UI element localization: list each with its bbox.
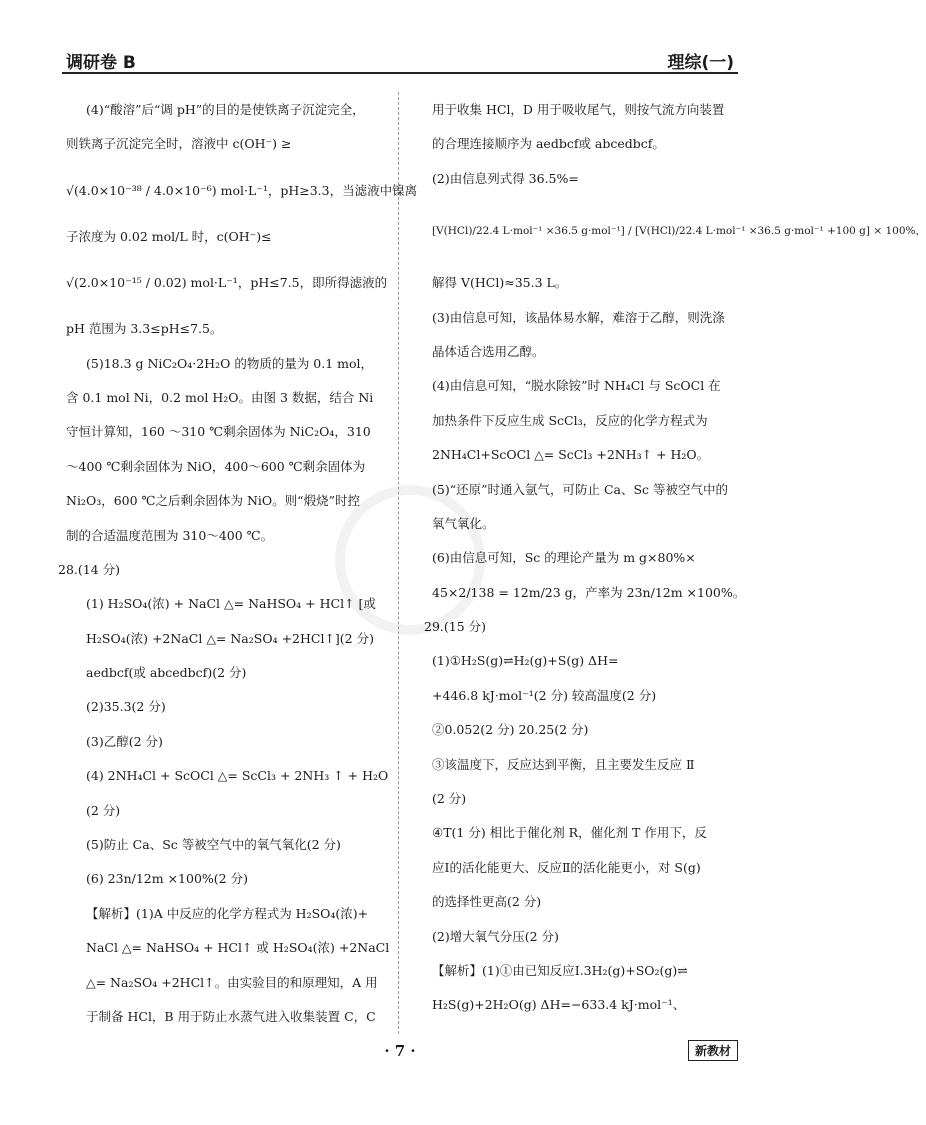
question-number: 28.(14 分) — [58, 561, 121, 577]
text-line: (1) H₂SO₄(浓) + NaCl △= NaHSO₄ + HCl↑ [或 — [86, 596, 376, 612]
left-column — [58, 93, 418, 1034]
text-line: Ni₂O₃，600 ℃之后剩余固体为 NiO。则“煅烧”时控 — [66, 493, 360, 509]
formula-line: [V(HCl)/22.4 L·mol⁻¹ ×36.5 g·mol⁻¹] / [V(HCl)/22.4 L·mol⁻¹ ×36.5 g·mol⁻¹ +100 g] × 100%， — [432, 225, 926, 238]
text-line: √(4.0×10⁻³⁸ / 4.0×10⁻⁶) mol·L⁻¹，pH≥3.3，当滤液中镍离 — [66, 182, 418, 198]
text-line: 制的合适温度范围为 310～400 ℃。 — [66, 527, 274, 543]
text-line: 45×2/138 = 12m/23 g，产率为 23n/12m ×100%。 — [432, 584, 746, 600]
text-line: H₂SO₄(浓) +2NaCl △= Na₂SO₄ +2HCl↑](2 分) — [86, 630, 374, 646]
page-number: · 7 · — [384, 1042, 416, 1060]
text-line: (5)“还原”时通入氩气，可防止 Ca、Sc 等被空气中的 — [432, 481, 729, 497]
text-line: (6)由信息可知，Sc 的理论产量为 m g×80%× — [432, 550, 696, 566]
text-line: H₂S(g)+2H₂O(g) ΔH=−633.4 kJ·mol⁻¹、 — [432, 997, 686, 1013]
text-line: (3)由信息可知，该晶体易水解，难溶于乙醇，则洗涤 — [432, 309, 725, 325]
text-line: ④T(1 分) 相比于催化剂 R，催化剂 T 作用下，反 — [432, 825, 707, 841]
text-line: 2NH₄Cl+ScOCl △= ScCl₃ +2NH₃↑ + H₂O。 — [432, 447, 710, 463]
text-line: (4)由信息可知，“脱水除铵”时 NH₄Cl 与 ScOCl 在 — [432, 378, 721, 394]
text-line: (2 分) — [432, 791, 467, 807]
text-line: 氧气氧化。 — [432, 515, 495, 531]
analysis-line: 【解析】(1)①由已知反应Ⅰ.3H₂(g)+SO₂(g)⇌ — [432, 962, 688, 978]
question-number: 29.(15 分) — [424, 619, 487, 635]
text-line: 守恒计算知，160 ～310 ℃剩余固体为 NiC₂O₄，310 — [66, 424, 371, 440]
text-line: (4) 2NH₄Cl + ScOCl △= ScCl₃ + 2NH₃ ↑ + H₂O — [86, 768, 389, 784]
text-line: aedbcf(或 abcedbcf)(2 分) — [86, 665, 247, 681]
text-line: (5)18.3 g NiC₂O₄·2H₂O 的物质的量为 0.1 mol， — [86, 355, 374, 371]
text-line: 的合理连接顺序为 aedbcf或 abcedbcf。 — [432, 136, 665, 152]
text-line: 解得 V(HCl)≈35.3 L。 — [432, 275, 568, 291]
text-line: pH 范围为 3.3≤pH≤7.5。 — [66, 321, 223, 337]
header-left-title: 调研卷 B — [66, 53, 136, 73]
text-line: ③该温度下，反应达到平衡，且主要发生反应 Ⅱ — [432, 756, 695, 772]
page-header — [62, 42, 738, 74]
text-line: (2)由信息列式得 36.5%= — [432, 170, 579, 186]
text-line: (2)增大氧气分压(2 分) — [432, 928, 559, 944]
edition-badge: 新教材 — [688, 1040, 738, 1061]
text-line: 加热条件下反应生成 ScCl₃，反应的化学方程式为 — [432, 412, 708, 428]
column-divider — [398, 92, 399, 1034]
text-line: (5)防止 Ca、Sc 等被空气中的氧气氧化(2 分) — [86, 837, 341, 853]
header-right-title: 理综(一) — [667, 53, 734, 73]
text-line: ②0.052(2 分) 20.25(2 分) — [432, 722, 589, 738]
text-line: 应Ⅰ的活化能更大、反应Ⅱ的活化能更小，对 S(g) — [432, 859, 701, 875]
text-line: (2 分) — [86, 802, 121, 818]
text-line: (3)乙醇(2 分) — [86, 733, 163, 749]
text-line: +446.8 kJ·mol⁻¹(2 分) 较高温度(2 分) — [432, 687, 657, 703]
text-line: (2)35.3(2 分) — [86, 699, 166, 715]
text-line: √(2.0×10⁻¹⁵ / 0.02) mol·L⁻¹，pH≤7.5，即所得滤液的 — [66, 275, 388, 291]
right-column — [424, 93, 926, 1023]
text-line: 于制备 HCl，B 用于防止水蒸气进入收集装置 C，C — [86, 1008, 376, 1024]
text-line: 用于收集 HCl，D 用于吸收尾气，则按气流方向装置 — [432, 102, 725, 117]
text-line: (6) 23n/12m ×100%(2 分) — [86, 871, 248, 887]
text-line: 则铁离子沉淀完全时，溶液中 c(OH⁻) ≥ — [66, 136, 292, 152]
text-line: ～400 ℃剩余固体为 NiO，400～600 ℃剩余固体为 — [66, 458, 366, 474]
text-line: 的选择性更高(2 分) — [432, 894, 542, 910]
text-line: 子浓度为 0.02 mol/L 时，c(OH⁻)≤ — [66, 228, 272, 244]
text-line: 含 0.1 mol Ni，0.2 mol H₂O。由图 3 数据，结合 Ni — [66, 389, 374, 405]
text-line: △= Na₂SO₄ +2HCl↑。由实验目的和原理知，A 用 — [86, 974, 378, 990]
analysis-line: 【解析】(1)A 中反应的化学方程式为 H₂SO₄(浓)+ — [86, 905, 369, 921]
text-line: (4)“酸溶”后“调 pH”的目的是使铁离子沉淀完全， — [86, 102, 365, 117]
text-line: NaCl △= NaHSO₄ + HCl↑ 或 H₂SO₄(浓) +2NaCl — [86, 940, 390, 956]
text-line: (1)①H₂S(g)⇌H₂(g)+S(g) ΔH= — [432, 653, 619, 669]
text-line: 晶体适合选用乙醇。 — [432, 343, 545, 359]
